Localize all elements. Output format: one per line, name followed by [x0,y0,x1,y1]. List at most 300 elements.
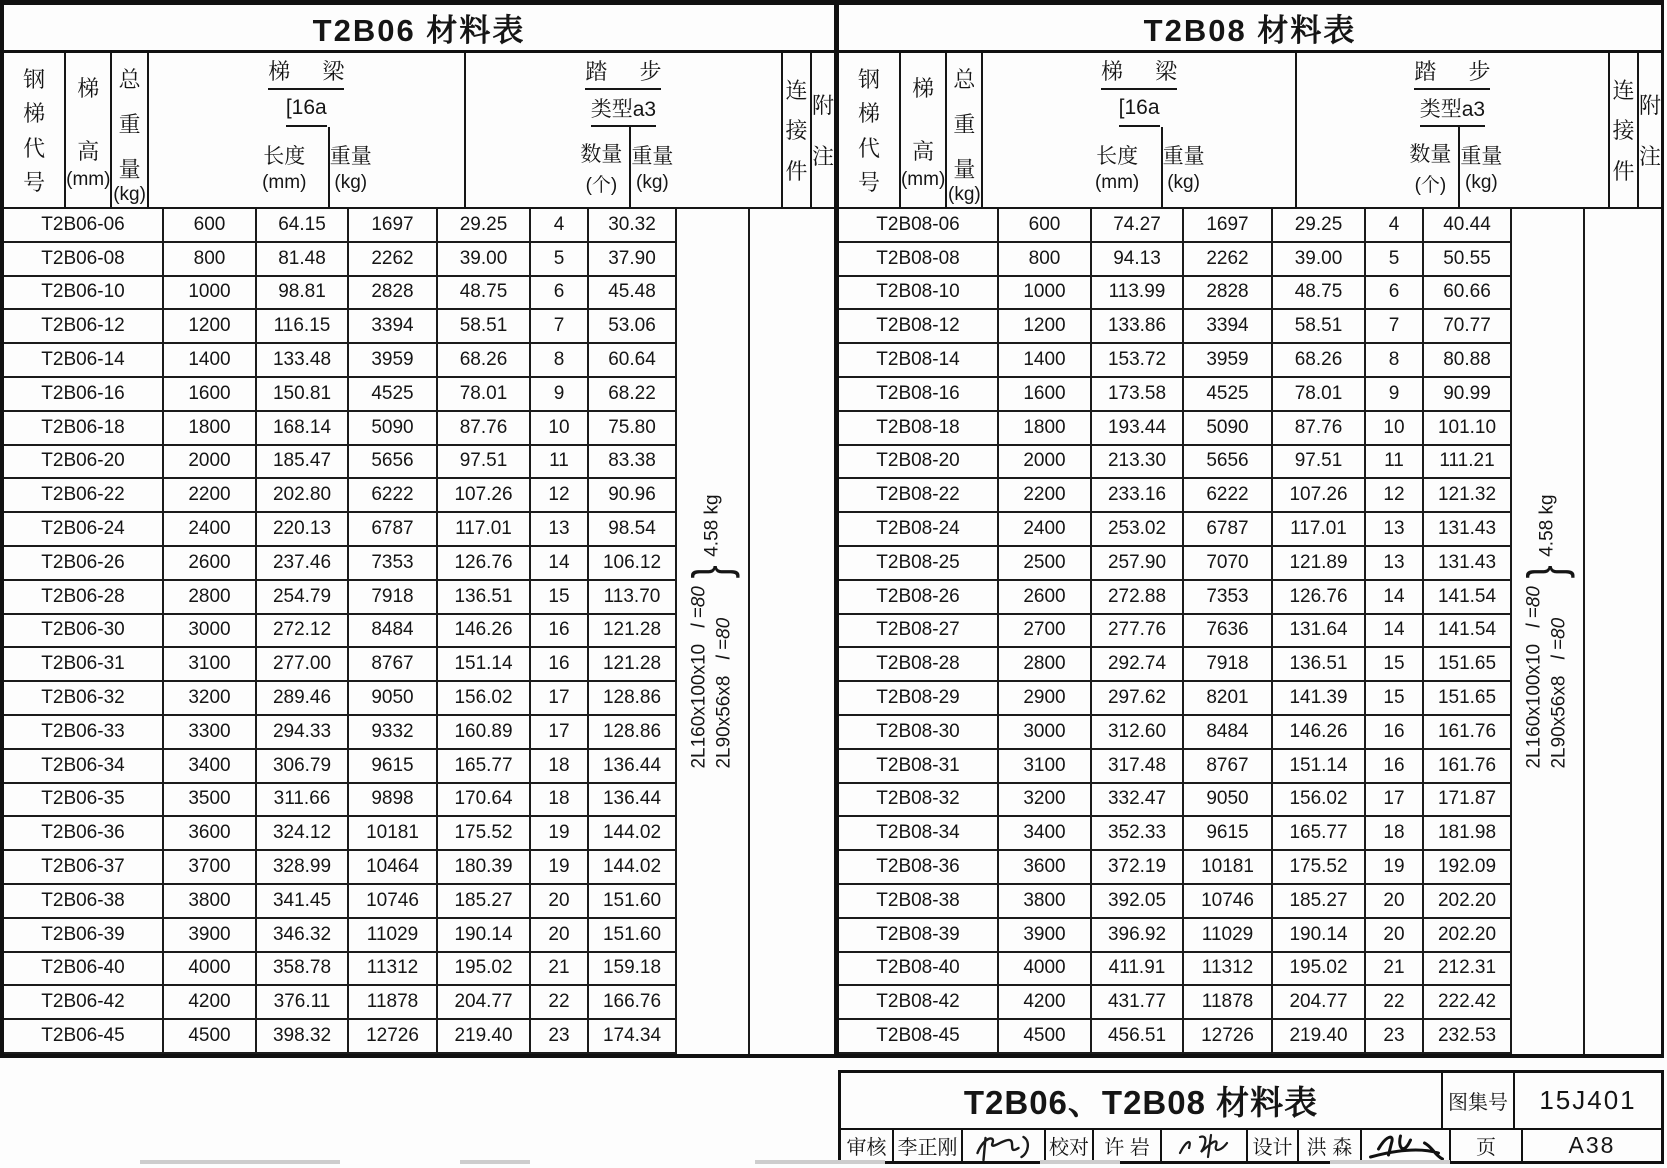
table-cell: 6787 [349,513,438,547]
table-cell: 87.76 [1273,412,1366,446]
table-cell: T2B08-25 [839,547,999,581]
table-cell: 4200 [999,986,1092,1020]
table-cell: 312.60 [1092,716,1184,750]
header-total-unit: (kg) [113,184,146,205]
table-cell: 113.70 [589,581,677,615]
table-cell: 7 [531,310,589,344]
table-cell: 87.76 [438,412,531,446]
header-beam-group [983,53,1296,207]
table-cell: 800 [164,243,257,277]
header-ladder-code-text: 钢 梯 代 号 [857,67,880,195]
material-table-t2b06 [0,0,834,1058]
table-cell: 185.27 [438,885,531,919]
table-cell: 456.51 [1092,1020,1184,1054]
table-cell: 106.12 [589,547,677,581]
table-cell: 40.44 [1424,209,1512,243]
table-cell: 328.99 [257,851,349,885]
table-cell: 53.06 [589,310,677,344]
table-cell: 19 [1366,851,1424,885]
header-beam-label: 梯 梁 [268,53,344,90]
table-cell: 14 [531,547,589,581]
table-cell: 346.32 [257,919,349,953]
table-cell: 392.05 [1092,885,1184,919]
table-cell: 193.44 [1092,412,1184,446]
table-cell: 2828 [1184,277,1273,311]
connector-line-1: 2L160x100x10 l =80 [1524,586,1546,769]
scan-artifact [140,1160,340,1164]
table-cell: 294.33 [257,716,349,750]
table-cell: 107.26 [438,479,531,513]
table-cell: 58.51 [1273,310,1366,344]
table-cell: 13 [1366,547,1424,581]
table-cell: 2262 [349,243,438,277]
table-cell: 7918 [1184,648,1273,682]
header-note-text: 附 注 [1638,93,1661,169]
table-cell: 20 [1366,885,1424,919]
table-cell: 4000 [999,953,1092,987]
table-cell: 2400 [999,513,1092,547]
table-cell: 3100 [999,750,1092,784]
header-total-text: 总 重 量 [118,67,141,182]
table-cell: 121.89 [1273,547,1366,581]
table-cell: 17 [1366,784,1424,818]
connector-weight: 4.58 kg [1536,494,1558,557]
table-cell: 136.51 [1273,648,1366,682]
table-cell: 9 [1366,378,1424,412]
table-cell: 168.14 [257,412,349,446]
table-cell: 7070 [1184,547,1273,581]
table-cell: 48.75 [1273,277,1366,311]
header-step-qty: 数量 (个) [573,127,631,207]
table-cell: 18 [1366,817,1424,851]
header-height-text: 梯 高 [912,76,935,164]
table-cell: 94.13 [1092,243,1184,277]
table-cell: 20 [531,885,589,919]
table-cell: 11 [1366,446,1424,480]
table-cell: 600 [999,209,1092,243]
table-cell: 12 [531,479,589,513]
table-cell: 19 [531,817,589,851]
table-cell: 2000 [164,446,257,480]
header-note [1639,53,1661,207]
table-cell: 800 [999,243,1092,277]
table-cell: T2B06-28 [4,581,164,615]
table-cell: 9898 [349,784,438,818]
table-cell: 2700 [999,615,1092,649]
table-cell: 3400 [999,817,1092,851]
table-cell: 3600 [164,817,257,851]
header-connector [783,53,812,207]
header-step-group [1297,53,1610,207]
table-cell: 15 [1366,648,1424,682]
table-cell: 272.88 [1092,581,1184,615]
table-cell: 16 [531,615,589,649]
header-step-group [466,53,783,207]
table-cell: 48.75 [438,277,531,311]
table-cell: 277.76 [1092,615,1184,649]
table-cell: 39.00 [1273,243,1366,277]
table-cell: 192.09 [1424,851,1512,885]
table-cell: 10 [1366,412,1424,446]
header-step-weight: 重量 (kg) [1460,145,1503,193]
table-cell: 98.81 [257,277,349,311]
brace-glyph: } [683,564,742,578]
table-cell: 20 [531,919,589,953]
table-cell: 146.26 [438,615,531,649]
header-total-weight [947,53,983,207]
table-cell: T2B06-37 [4,851,164,885]
table-cell: 121.28 [589,615,677,649]
table-cell: 21 [1366,953,1424,987]
table-cell: 16 [1366,750,1424,784]
table-cell: 78.01 [438,378,531,412]
header-connector [1610,53,1639,207]
table-cell: 222.42 [1424,986,1512,1020]
table-cell: 1000 [164,277,257,311]
table-cell: 111.21 [1424,446,1512,480]
table-cell: 376.11 [257,986,349,1020]
table-cell: 396.92 [1092,919,1184,953]
table-cell: T2B08-08 [839,243,999,277]
header-step-weight: 重量 (kg) [631,145,674,193]
table-cell: 8484 [1184,716,1273,750]
table-cell: T2B08-26 [839,581,999,615]
table-cell: T2B08-06 [839,209,999,243]
table-cell: 2262 [1184,243,1273,277]
table-cell: 60.66 [1424,277,1512,311]
table-cell: 11 [531,446,589,480]
table-cell: 2000 [999,446,1092,480]
table-cell: 50.55 [1424,243,1512,277]
table-cell: T2B08-20 [839,446,999,480]
review-label: 审核 [846,1137,887,1159]
table-cell: 2800 [999,648,1092,682]
table-cell: 6 [531,277,589,311]
header-height-unit: (mm) [900,169,946,190]
table-cell: 277.00 [257,648,349,682]
table-cell: 21 [531,953,589,987]
page-label: 页 [1449,1130,1521,1161]
table-cell: 11878 [349,986,438,1020]
table-cell: 3300 [164,716,257,750]
table-cell: 220.13 [257,513,349,547]
proofreader-signature [1160,1130,1246,1161]
table-cell: 175.52 [438,817,531,851]
table-cell: 117.01 [438,513,531,547]
table-cell: 202.80 [257,479,349,513]
table-cell: 6 [1366,277,1424,311]
table-title: T2B08 材料表 [839,5,1661,53]
table-cell: 3200 [164,682,257,716]
header-ladder-height [901,53,947,207]
atlas-number-label: 图集号 [1441,1073,1513,1128]
table-cell: 232.53 [1424,1020,1512,1054]
table-cell: 146.26 [1273,716,1366,750]
table-cell: 161.76 [1424,750,1512,784]
table-cell: 7918 [349,581,438,615]
table-cell: 1697 [349,209,438,243]
connector-column [1512,209,1585,1054]
table-cell: T2B06-22 [4,479,164,513]
table-cell: 97.51 [438,446,531,480]
table-cell: 190.14 [1273,919,1366,953]
table-cell: 15 [531,581,589,615]
table-cell: 431.77 [1092,986,1184,1020]
header-step-label: 踏 步 [585,53,661,90]
material-table-t2b08 [834,0,1664,1058]
table-cell: 98.54 [589,513,677,547]
table-cell: 185.47 [257,446,349,480]
connector-note [1518,494,1577,769]
table-cell: 11878 [1184,986,1273,1020]
table-cell: 3500 [164,784,257,818]
table-cell: 175.52 [1273,851,1366,885]
table-cell: 7353 [1184,581,1273,615]
table-cell: 9615 [1184,817,1273,851]
table-cell: 185.27 [1273,885,1366,919]
table-cell: 5656 [349,446,438,480]
table-header [839,53,1661,209]
proofreader-signature-icon [1162,1131,1246,1161]
table-body [839,209,1661,1054]
table-header [4,53,834,209]
table-cell: 358.78 [257,953,349,987]
table-cell: 116.15 [257,310,349,344]
table-cell: T2B08-40 [839,953,999,987]
table-cell: 195.02 [1273,953,1366,987]
table-cell: T2B06-39 [4,919,164,953]
designer-signature [1360,1130,1449,1161]
table-cell: 3800 [999,885,1092,919]
table-cell: 341.45 [257,885,349,919]
brace-glyph: } [1518,564,1577,578]
table-cell: 151.14 [1273,750,1366,784]
table-cell: 23 [531,1020,589,1054]
table-cell: T2B06-31 [4,648,164,682]
table-cell: 133.86 [1092,310,1184,344]
table-cell: T2B06-16 [4,378,164,412]
table-cell: 5090 [349,412,438,446]
sheet-title: T2B06、T2B08 材料表 [963,1084,1319,1121]
atlas-number-value: 15J401 [1513,1073,1661,1128]
table-cell: 4 [531,209,589,243]
table-cell: 3394 [1184,310,1273,344]
scan-artifact [460,1160,530,1164]
table-cell: 83.38 [589,446,677,480]
table-cell: 3000 [164,615,257,649]
table-cell: 165.77 [1273,817,1366,851]
table-cell: 136.51 [438,581,531,615]
table-cell: 70.77 [1424,310,1512,344]
table-cell: 131.43 [1424,547,1512,581]
table-cell: T2B08-10 [839,277,999,311]
table-cell: 8201 [1184,682,1273,716]
table-cell: 212.31 [1424,953,1512,987]
table-cell: 12726 [349,1020,438,1054]
table-cell: 600 [164,209,257,243]
connector-line-2: 2L90x56x8 l =80 [1549,617,1571,769]
table-cell: 219.40 [438,1020,531,1054]
table-cell: 151.14 [438,648,531,682]
table-cell: 144.02 [589,851,677,885]
table-cell: 352.33 [1092,817,1184,851]
table-cell: 19 [531,851,589,885]
table-cell: 161.76 [1424,716,1512,750]
table-cell: 90.96 [589,479,677,513]
table-cell: T2B08-22 [839,479,999,513]
table-cell: 17 [531,716,589,750]
table-cell: 5 [1366,243,1424,277]
table-cell: 156.02 [438,682,531,716]
table-cell: 195.02 [438,953,531,987]
header-beam-group [149,53,466,207]
header-beam-weight: 重量 (kg) [329,145,372,193]
table-cell: 151.60 [589,919,677,953]
table-cell: 3000 [999,716,1092,750]
table-cell: T2B06-32 [4,682,164,716]
connector-note [683,494,742,769]
header-connector-text: 连 接 件 [785,77,808,185]
table-cell: 2500 [999,547,1092,581]
header-connector-text: 连 接 件 [1612,77,1635,185]
table-cell: 219.40 [1273,1020,1366,1054]
note-column [1585,209,1661,1054]
table-cell: 10 [531,412,589,446]
header-step-label: 踏 步 [1414,53,1490,90]
table-cell: 10746 [1184,885,1273,919]
table-cell: T2B06-26 [4,547,164,581]
connector-line-2: 2L90x56x8 l =80 [714,617,736,769]
table-cell: 4000 [164,953,257,987]
table-cell: 141.54 [1424,615,1512,649]
table-cell: 151.65 [1424,648,1512,682]
table-cell: 3700 [164,851,257,885]
table-cell: 90.99 [1424,378,1512,412]
table-cell: 141.54 [1424,581,1512,615]
table-cell: 7636 [1184,615,1273,649]
table-cell: 144.02 [589,817,677,851]
table-cell: 171.87 [1424,784,1512,818]
table-cell: 12 [1366,479,1424,513]
table-cell: T2B08-45 [839,1020,999,1054]
table-cell: T2B08-29 [839,682,999,716]
designer-signature-icon [1362,1131,1449,1161]
table-cell: 78.01 [1273,378,1366,412]
table-cell: 117.01 [1273,513,1366,547]
table-cell: 12726 [1184,1020,1273,1054]
table-cell: 17 [531,682,589,716]
connector-weight: 4.58 kg [701,494,723,557]
table-cell: 4500 [999,1020,1092,1054]
header-ladder-code [839,53,901,207]
header-total-text: 总 重 量 [953,67,976,182]
table-cell: 5656 [1184,446,1273,480]
header-beam-length: 长度 (mm) [241,127,330,207]
table-cell: 9050 [349,682,438,716]
table-cell: 8767 [349,648,438,682]
header-height-unit: (mm) [66,169,111,190]
table-cell: 9615 [349,750,438,784]
table-cell: 23 [1366,1020,1424,1054]
table-cell: 75.80 [589,412,677,446]
table-cell: 237.46 [257,547,349,581]
table-cell: 131.64 [1273,615,1366,649]
table-cell: 11312 [349,953,438,987]
table-cell: 4525 [349,378,438,412]
table-cell: 306.79 [257,750,349,784]
table-cell: 60.64 [589,344,677,378]
table-cell: 9050 [1184,784,1273,818]
table-cell: 2828 [349,277,438,311]
table-cell: 159.18 [589,953,677,987]
table-cell: 136.44 [589,784,677,818]
table-cell: 8484 [349,615,438,649]
table-cell: T2B06-34 [4,750,164,784]
header-total-unit: (kg) [948,184,981,205]
table-cell: 1200 [999,310,1092,344]
table-cell: 121.32 [1424,479,1512,513]
table-cell: 297.62 [1092,682,1184,716]
table-cell: 1600 [164,378,257,412]
connector-column [677,209,750,1054]
table-cell: T2B06-35 [4,784,164,818]
header-note [812,53,834,207]
table-cell: 131.43 [1424,513,1512,547]
table-cell: 1800 [999,412,1092,446]
table-cell: 126.76 [438,547,531,581]
table-cell: T2B06-20 [4,446,164,480]
table-cell: T2B06-38 [4,885,164,919]
header-beam-type: [16a [1119,90,1160,127]
header-ladder-code [4,53,66,207]
table-cell: 11029 [1184,919,1273,953]
table-cell: 253.02 [1092,513,1184,547]
table-cell: 4200 [164,986,257,1020]
header-beam-length: 长度 (mm) [1074,127,1163,207]
table-cell: T2B06-08 [4,243,164,277]
table-cell: 20 [1366,919,1424,953]
designer-name: 洪 森 [1297,1130,1360,1161]
table-cell: 233.16 [1092,479,1184,513]
table-cell: 3900 [999,919,1092,953]
table-cell: 64.15 [257,209,349,243]
table-cell: 126.76 [1273,581,1366,615]
header-beam-type: [16a [286,90,327,127]
table-cell: 2900 [999,682,1092,716]
header-beam-weight: 重量 (kg) [1162,145,1205,193]
table-cell: 68.26 [1273,344,1366,378]
table-cell: 170.64 [438,784,531,818]
table-cell: 160.89 [438,716,531,750]
table-cell: 30.32 [589,209,677,243]
header-note-text: 附 注 [811,93,834,169]
table-cell: T2B08-30 [839,716,999,750]
table-cell: 10746 [349,885,438,919]
table-cell: 254.79 [257,581,349,615]
table-cell: 272.12 [257,615,349,649]
header-ladder-height [66,53,112,207]
table-cell: T2B06-12 [4,310,164,344]
proofreader-name: 许 岩 [1092,1130,1160,1161]
connector-line-1: 2L160x100x10 l =80 [689,586,711,769]
table-cell: 101.10 [1424,412,1512,446]
table-cell: 1697 [1184,209,1273,243]
table-cell: 180.39 [438,851,531,885]
header-height-text: 梯 高 [77,76,100,164]
table-cell: 7 [1366,310,1424,344]
table-cell: 1200 [164,310,257,344]
table-cell: 204.77 [1273,986,1366,1020]
